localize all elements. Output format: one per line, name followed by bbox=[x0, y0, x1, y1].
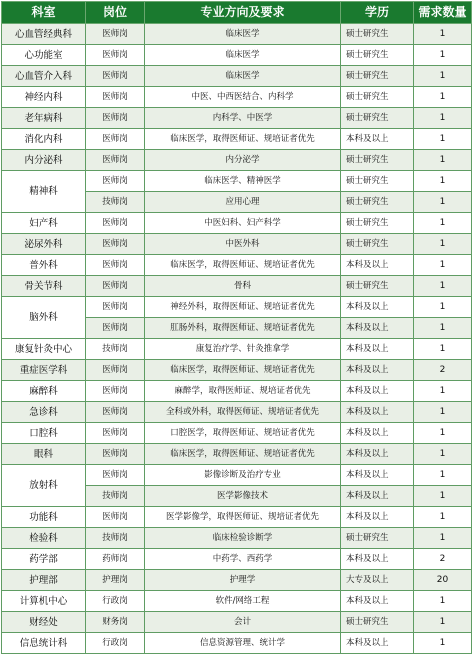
table-body bbox=[2, 24, 472, 654]
cell-dept: 急诊科 bbox=[2, 402, 86, 423]
cell-education: 本科及以上 bbox=[341, 591, 414, 612]
cell-count: 1 bbox=[414, 297, 472, 318]
cell-post: 医师岗 bbox=[86, 381, 145, 402]
cell-post: 医师岗 bbox=[86, 276, 145, 297]
cell-requirement: 临床医学、精神医学 bbox=[145, 171, 341, 192]
cell-requirement: 临床医学 bbox=[145, 45, 341, 66]
cell-post: 医师岗 bbox=[86, 234, 145, 255]
table-row bbox=[2, 360, 472, 381]
cell-requirement: 护理学 bbox=[145, 570, 341, 591]
cell-count: 1 bbox=[414, 612, 472, 633]
cell-post: 行政岗 bbox=[86, 633, 145, 654]
cell-education: 硕士研究生 bbox=[341, 234, 414, 255]
cell-requirement: 临床医学 bbox=[145, 66, 341, 87]
cell-post: 医师岗 bbox=[86, 423, 145, 444]
cell-education: 硕士研究生 bbox=[341, 192, 414, 213]
cell-count: 2 bbox=[414, 360, 472, 381]
cell-requirement: 康复治疗学、针灸推拿学 bbox=[145, 339, 341, 360]
table-row bbox=[2, 276, 472, 297]
cell-count: 1 bbox=[414, 318, 472, 339]
cell-requirement: 全科或外科，取得医师证、规培证者优先 bbox=[145, 402, 341, 423]
cell-post: 医师岗 bbox=[86, 150, 145, 171]
cell-education: 本科及以上 bbox=[341, 360, 414, 381]
cell-count: 1 bbox=[414, 150, 472, 171]
cell-education: 本科及以上 bbox=[341, 297, 414, 318]
cell-count: 1 bbox=[414, 444, 472, 465]
cell-education: 硕士研究生 bbox=[341, 45, 414, 66]
cell-education: 硕士研究生 bbox=[341, 24, 414, 45]
cell-post: 医师岗 bbox=[86, 444, 145, 465]
cell-requirement: 软件/网络工程 bbox=[145, 591, 341, 612]
cell-dept: 妇产科 bbox=[2, 213, 86, 234]
cell-requirement: 临床医学，取得医师证、规培证者优先 bbox=[145, 444, 341, 465]
cell-education: 本科及以上 bbox=[341, 465, 414, 486]
cell-post: 护理岗 bbox=[86, 570, 145, 591]
cell-post: 医师岗 bbox=[86, 507, 145, 528]
cell-education: 本科及以上 bbox=[341, 507, 414, 528]
table-row bbox=[2, 87, 472, 108]
cell-post: 医师岗 bbox=[86, 465, 145, 486]
table-row bbox=[2, 213, 472, 234]
table-row bbox=[2, 45, 472, 66]
cell-post: 医师岗 bbox=[86, 360, 145, 381]
cell-post: 医师岗 bbox=[86, 66, 145, 87]
cell-post: 医师岗 bbox=[86, 297, 145, 318]
table-row bbox=[2, 402, 472, 423]
cell-requirement: 临床医学，取得医师证、规培证者优先 bbox=[145, 129, 341, 150]
cell-dept: 骨关节科 bbox=[2, 276, 86, 297]
header-post: 岗位 bbox=[86, 2, 145, 24]
cell-dept: 检验科 bbox=[2, 528, 86, 549]
cell-requirement: 中医外科 bbox=[145, 234, 341, 255]
cell-dept: 心血管介入科 bbox=[2, 66, 86, 87]
cell-dept: 护理部 bbox=[2, 570, 86, 591]
cell-requirement: 内分泌学 bbox=[145, 150, 341, 171]
cell-post: 药师岗 bbox=[86, 549, 145, 570]
cell-education: 硕士研究生 bbox=[341, 612, 414, 633]
table-row bbox=[2, 633, 472, 654]
cell-count: 1 bbox=[414, 591, 472, 612]
cell-education: 硕士研究生 bbox=[341, 213, 414, 234]
table-row bbox=[2, 297, 472, 318]
cell-post: 医师岗 bbox=[86, 24, 145, 45]
cell-requirement: 口腔医学，取得医师证、规培证者优先 bbox=[145, 423, 341, 444]
cell-education: 硕士研究生 bbox=[341, 528, 414, 549]
cell-education: 本科及以上 bbox=[341, 381, 414, 402]
cell-dept: 精神科 bbox=[2, 171, 86, 213]
cell-dept: 麻醉科 bbox=[2, 381, 86, 402]
cell-education: 本科及以上 bbox=[341, 255, 414, 276]
table-row bbox=[2, 444, 472, 465]
cell-post: 行政岗 bbox=[86, 591, 145, 612]
cell-post: 技师岗 bbox=[86, 339, 145, 360]
cell-requirement: 医学影像技术 bbox=[145, 486, 341, 507]
cell-education: 本科及以上 bbox=[341, 318, 414, 339]
cell-education: 本科及以上 bbox=[341, 633, 414, 654]
cell-count: 2 bbox=[414, 549, 472, 570]
table-row bbox=[2, 507, 472, 528]
cell-education: 硕士研究生 bbox=[341, 150, 414, 171]
cell-education: 本科及以上 bbox=[341, 129, 414, 150]
cell-count: 1 bbox=[414, 192, 472, 213]
table-row bbox=[2, 108, 472, 129]
table-row bbox=[2, 528, 472, 549]
cell-education: 本科及以上 bbox=[341, 423, 414, 444]
table-row bbox=[2, 570, 472, 591]
cell-post: 医师岗 bbox=[86, 171, 145, 192]
cell-post: 医师岗 bbox=[86, 213, 145, 234]
cell-dept: 眼科 bbox=[2, 444, 86, 465]
cell-requirement: 临床医学，取得医师证、规培证者优先 bbox=[145, 255, 341, 276]
cell-dept: 计算机中心 bbox=[2, 591, 86, 612]
cell-dept: 放射科 bbox=[2, 465, 86, 507]
cell-count: 1 bbox=[414, 423, 472, 444]
cell-dept: 神经内科 bbox=[2, 87, 86, 108]
cell-requirement: 内科学、中医学 bbox=[145, 108, 341, 129]
cell-count: 1 bbox=[414, 507, 472, 528]
table-header bbox=[2, 2, 472, 24]
cell-education: 硕士研究生 bbox=[341, 276, 414, 297]
table-row bbox=[2, 339, 472, 360]
cell-education: 硕士研究生 bbox=[341, 171, 414, 192]
cell-education: 硕士研究生 bbox=[341, 66, 414, 87]
cell-dept: 心功能室 bbox=[2, 45, 86, 66]
cell-requirement: 麻醉学，取得医师证、规培证者优先 bbox=[145, 381, 341, 402]
cell-education: 大专及以上 bbox=[341, 570, 414, 591]
cell-requirement: 中药学、西药学 bbox=[145, 549, 341, 570]
cell-education: 硕士研究生 bbox=[341, 108, 414, 129]
cell-requirement: 会计 bbox=[145, 612, 341, 633]
table-row bbox=[2, 24, 472, 45]
table-row bbox=[2, 129, 472, 150]
cell-requirement: 信息资源管理、统计学 bbox=[145, 633, 341, 654]
table-row bbox=[2, 591, 472, 612]
cell-requirement: 临床医学 bbox=[145, 24, 341, 45]
table-row bbox=[2, 255, 472, 276]
cell-count: 1 bbox=[414, 213, 472, 234]
cell-count: 1 bbox=[414, 528, 472, 549]
header-row bbox=[2, 2, 472, 24]
cell-requirement: 临床医学，取得医师证、规培证者优先 bbox=[145, 360, 341, 381]
table-row bbox=[2, 549, 472, 570]
cell-dept: 功能科 bbox=[2, 507, 86, 528]
cell-requirement: 骨科 bbox=[145, 276, 341, 297]
cell-requirement: 中医妇科、妇产科学 bbox=[145, 213, 341, 234]
cell-count: 1 bbox=[414, 45, 472, 66]
cell-count: 1 bbox=[414, 402, 472, 423]
cell-count: 1 bbox=[414, 129, 472, 150]
cell-count: 1 bbox=[414, 24, 472, 45]
table-row bbox=[2, 234, 472, 255]
cell-dept: 内分泌科 bbox=[2, 150, 86, 171]
cell-post: 财务岗 bbox=[86, 612, 145, 633]
cell-count: 1 bbox=[414, 486, 472, 507]
cell-dept: 口腔科 bbox=[2, 423, 86, 444]
cell-requirement: 临床检验诊断学 bbox=[145, 528, 341, 549]
table-row bbox=[2, 171, 472, 192]
table-row bbox=[2, 423, 472, 444]
cell-post: 医师岗 bbox=[86, 45, 145, 66]
cell-dept: 重症医学科 bbox=[2, 360, 86, 381]
recruitment-table bbox=[1, 1, 472, 654]
cell-education: 本科及以上 bbox=[341, 402, 414, 423]
header-dept: 科室 bbox=[2, 2, 86, 24]
cell-count: 1 bbox=[414, 66, 472, 87]
cell-post: 医师岗 bbox=[86, 129, 145, 150]
table-row bbox=[2, 150, 472, 171]
cell-count: 20 bbox=[414, 570, 472, 591]
cell-dept: 信息统计科 bbox=[2, 633, 86, 654]
cell-dept: 老年病科 bbox=[2, 108, 86, 129]
cell-education: 本科及以上 bbox=[341, 486, 414, 507]
cell-requirement: 肛肠外科，取得医师证、规培证者优先 bbox=[145, 318, 341, 339]
table-row bbox=[2, 66, 472, 87]
header-education: 学历 bbox=[341, 2, 414, 24]
cell-post: 技师岗 bbox=[86, 486, 145, 507]
cell-requirement: 中医、中西医结合、内科学 bbox=[145, 87, 341, 108]
cell-requirement: 神经外科，取得医师证、规培证者优先 bbox=[145, 297, 341, 318]
cell-requirement: 医学影像学，取得医师证、规培证者优先 bbox=[145, 507, 341, 528]
cell-education: 硕士研究生 bbox=[341, 87, 414, 108]
cell-education: 本科及以上 bbox=[341, 339, 414, 360]
cell-count: 1 bbox=[414, 276, 472, 297]
cell-count: 1 bbox=[414, 339, 472, 360]
cell-count: 1 bbox=[414, 633, 472, 654]
table-row bbox=[2, 381, 472, 402]
cell-post: 医师岗 bbox=[86, 402, 145, 423]
header-count: 需求数量 bbox=[414, 2, 472, 24]
cell-count: 1 bbox=[414, 171, 472, 192]
cell-count: 1 bbox=[414, 381, 472, 402]
cell-count: 1 bbox=[414, 465, 472, 486]
cell-dept: 脑外科 bbox=[2, 297, 86, 339]
cell-post: 技师岗 bbox=[86, 528, 145, 549]
header-requirement: 专业方向及要求 bbox=[145, 2, 341, 24]
cell-dept: 普外科 bbox=[2, 255, 86, 276]
cell-dept: 康复针灸中心 bbox=[2, 339, 86, 360]
cell-dept: 消化内科 bbox=[2, 129, 86, 150]
table-row bbox=[2, 612, 472, 633]
cell-count: 1 bbox=[414, 108, 472, 129]
cell-dept: 药学部 bbox=[2, 549, 86, 570]
cell-post: 医师岗 bbox=[86, 318, 145, 339]
cell-count: 1 bbox=[414, 87, 472, 108]
table-row bbox=[2, 465, 472, 486]
cell-dept: 心血管经典科 bbox=[2, 24, 86, 45]
cell-post: 医师岗 bbox=[86, 108, 145, 129]
cell-education: 本科及以上 bbox=[341, 549, 414, 570]
cell-count: 1 bbox=[414, 234, 472, 255]
cell-education: 本科及以上 bbox=[341, 444, 414, 465]
cell-count: 1 bbox=[414, 255, 472, 276]
cell-requirement: 应用心理 bbox=[145, 192, 341, 213]
cell-post: 医师岗 bbox=[86, 87, 145, 108]
cell-dept: 泌尿外科 bbox=[2, 234, 86, 255]
cell-dept: 财经处 bbox=[2, 612, 86, 633]
cell-post: 医师岗 bbox=[86, 255, 145, 276]
cell-requirement: 影像诊断及治疗专业 bbox=[145, 465, 341, 486]
cell-post: 技师岗 bbox=[86, 192, 145, 213]
